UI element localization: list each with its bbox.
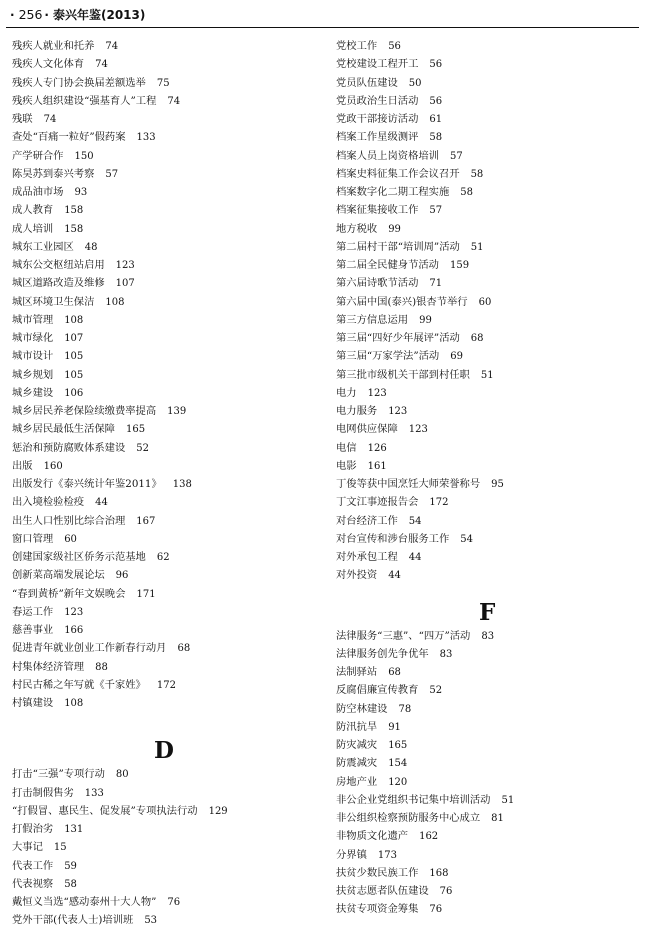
index-entry bbox=[12, 530, 317, 548]
index-term: 党校建设工程开工 bbox=[336, 58, 419, 71]
index-entry bbox=[336, 493, 638, 511]
index-term: 非公企业党组织书记集中培训活动 bbox=[336, 793, 491, 806]
index-term: 城市设计 bbox=[12, 350, 54, 363]
index-entry bbox=[336, 718, 638, 736]
index-entry bbox=[336, 37, 638, 55]
index-term: 出版 bbox=[12, 459, 33, 472]
index-entry bbox=[336, 512, 638, 530]
index-term: 产学研合作 bbox=[12, 149, 64, 162]
index-term: 防汛抗旱 bbox=[336, 720, 378, 733]
index-entry bbox=[12, 74, 317, 92]
index-term: 对外投资 bbox=[336, 569, 378, 582]
page-number: 256 bbox=[18, 7, 43, 22]
header-bullet: · bbox=[10, 8, 15, 22]
index-term: 城东工业园区 bbox=[12, 240, 74, 253]
index-page-number: 15 bbox=[53, 842, 67, 854]
index-term: 残疾人文化体育 bbox=[12, 58, 85, 71]
index-entry bbox=[336, 754, 638, 772]
index-entry bbox=[336, 92, 638, 110]
index-entry bbox=[336, 256, 638, 274]
index-entry bbox=[12, 384, 317, 402]
index-page-number: 139 bbox=[167, 406, 187, 417]
index-page-number: 57 bbox=[449, 150, 463, 162]
index-page-number: 74 bbox=[105, 41, 119, 52]
index-term: 城区道路改造及维修 bbox=[12, 277, 105, 290]
index-entry bbox=[336, 183, 638, 201]
index-term: 档案史料征集工作会议召开 bbox=[336, 167, 460, 180]
index-page-number: 56 bbox=[429, 59, 443, 71]
index-term: 村镇建设 bbox=[12, 697, 54, 709]
index-term: 城乡居民养老保险续缴费率提高 bbox=[12, 405, 157, 417]
index-term: 防灾减灾 bbox=[336, 739, 378, 751]
index-page-number: 48 bbox=[84, 241, 98, 253]
index-page-number: 52 bbox=[429, 685, 443, 697]
index-entry bbox=[336, 548, 638, 566]
index-entry bbox=[336, 74, 638, 92]
index-entry bbox=[12, 201, 317, 219]
index-term: 春运工作 bbox=[12, 605, 54, 618]
index-entry bbox=[12, 311, 317, 329]
index-page-number: 105 bbox=[64, 369, 84, 381]
index-page-number: 68 bbox=[388, 667, 401, 678]
index-entry bbox=[12, 911, 317, 929]
index-term: 促进青年就业创业工作新春行动月 bbox=[12, 642, 167, 655]
book-title: 泰兴年鉴(2013) bbox=[52, 8, 146, 22]
index-page-number: 107 bbox=[115, 278, 135, 290]
index-page-number: 60 bbox=[478, 296, 492, 308]
index-entry bbox=[12, 893, 317, 911]
index-page-number: 57 bbox=[105, 168, 119, 180]
index-term: 对台宣传和涉台服务工作 bbox=[336, 532, 450, 545]
index-entry bbox=[336, 882, 638, 900]
index-entry bbox=[336, 700, 638, 718]
index-page-number: 74 bbox=[95, 59, 108, 71]
index-page-number: 162 bbox=[419, 831, 439, 843]
index-term: 惩治和预防腐败体系建设 bbox=[12, 441, 126, 454]
index-entry bbox=[12, 402, 317, 420]
index-page-number: 60 bbox=[64, 533, 77, 545]
index-entry bbox=[336, 827, 638, 845]
index-page-number: 83 bbox=[439, 648, 453, 660]
index-page-number: 53 bbox=[144, 915, 158, 927]
index-entry bbox=[12, 92, 317, 110]
index-page-number: 80 bbox=[115, 769, 129, 781]
index-page-number: 168 bbox=[429, 867, 449, 879]
index-term: 成人教育 bbox=[12, 204, 54, 217]
index-page-number: 44 bbox=[95, 497, 108, 509]
index-term: 扶贫专项资金筹集 bbox=[336, 903, 419, 916]
index-term: 城市绿化 bbox=[12, 332, 54, 344]
index-entry bbox=[12, 110, 317, 128]
index-page-number: 165 bbox=[125, 424, 146, 436]
index-term: 代表视察 bbox=[12, 877, 54, 890]
index-page-number: 107 bbox=[64, 333, 84, 344]
index-page-number: 74 bbox=[167, 95, 181, 107]
index-term: 房地产业 bbox=[336, 775, 378, 788]
index-term: 电影 bbox=[336, 459, 357, 472]
index-page-number: 93 bbox=[74, 187, 88, 198]
index-term: 残疾人专门协会换届差额选举 bbox=[12, 76, 146, 89]
index-entry bbox=[336, 293, 638, 311]
index-term: 出生人口性别比综合治理 bbox=[12, 514, 126, 527]
section-letter-f: F bbox=[479, 598, 496, 626]
index-term: “春到黄桥”新年文娱晚会 bbox=[12, 587, 126, 600]
index-entry bbox=[336, 384, 638, 402]
index-term: 第三届“万家学法”活动 bbox=[336, 350, 440, 363]
index-column-right bbox=[336, 37, 638, 919]
index-term: 村民古稀之年写就《千家姓》 bbox=[12, 678, 146, 691]
index-page-number: 51 bbox=[470, 241, 484, 253]
index-term: 防震减灾 bbox=[336, 757, 378, 770]
index-term: 代表工作 bbox=[12, 859, 54, 872]
index-entry bbox=[12, 658, 317, 676]
index-page-number: 50 bbox=[408, 77, 422, 89]
index-entry bbox=[12, 875, 317, 893]
index-term: 出版发行《泰兴统计年鉴2011》 bbox=[12, 478, 162, 490]
index-entry bbox=[336, 311, 638, 329]
index-term: 慈善事业 bbox=[12, 624, 54, 636]
index-page-number: 123 bbox=[408, 424, 428, 436]
index-page-number: 123 bbox=[115, 260, 135, 271]
index-term: 第二届村干部“培训周”活动 bbox=[336, 240, 460, 253]
index-page-number: 44 bbox=[408, 552, 422, 563]
index-term: 城乡居民最低生活保障 bbox=[12, 423, 115, 436]
index-page-number: 51 bbox=[501, 794, 515, 806]
index-term: 档案工作星级测评 bbox=[336, 131, 419, 144]
index-entry bbox=[12, 329, 317, 347]
index-page-number: 154 bbox=[388, 758, 408, 770]
index-term: 第六届中国(泰兴)银杏节举行 bbox=[336, 295, 468, 308]
index-page-number: 91 bbox=[388, 721, 401, 733]
index-entry bbox=[12, 457, 317, 475]
index-term: 丁文江事迹报告会 bbox=[336, 496, 419, 509]
index-entry bbox=[336, 420, 638, 438]
index-page-number: 159 bbox=[449, 260, 470, 271]
index-page-number: 75 bbox=[156, 77, 170, 89]
index-entry bbox=[336, 736, 638, 754]
index-page-number: 59 bbox=[64, 860, 77, 872]
index-entry bbox=[336, 566, 638, 584]
index-term: 法律服务“三惠”、“四万”活动 bbox=[336, 629, 471, 642]
index-term: 查处“百痛一粒好”假药案 bbox=[12, 131, 126, 144]
index-page-number: 131 bbox=[64, 824, 84, 835]
index-page-number: 161 bbox=[367, 460, 387, 472]
index-page-number: 58 bbox=[64, 878, 77, 890]
index-entry bbox=[336, 457, 638, 475]
index-page-number: 99 bbox=[388, 223, 401, 235]
index-page-number: 69 bbox=[450, 351, 463, 363]
index-page-number: 108 bbox=[105, 296, 125, 308]
index-entry bbox=[336, 846, 638, 864]
index-page-number: 138 bbox=[172, 479, 192, 490]
index-page-number: 108 bbox=[64, 698, 84, 709]
index-entry bbox=[12, 256, 317, 274]
index-term: 残联 bbox=[12, 113, 33, 125]
index-page-number: 166 bbox=[64, 625, 84, 636]
index-entry bbox=[12, 566, 317, 584]
index-entry bbox=[12, 784, 317, 802]
index-term: 反腐倡廉宣传教育 bbox=[336, 684, 419, 697]
index-entry bbox=[12, 639, 317, 657]
index-page-number: 51 bbox=[480, 369, 494, 381]
index-entry bbox=[12, 475, 317, 493]
index-term: 第三方信息运用 bbox=[336, 313, 409, 326]
index-entry bbox=[336, 329, 638, 347]
index-page-number: 99 bbox=[419, 314, 432, 326]
index-page-number: 56 bbox=[429, 95, 443, 107]
index-entry bbox=[336, 347, 638, 365]
index-page-number: 58 bbox=[460, 187, 473, 198]
index-term: 城乡规划 bbox=[12, 368, 54, 381]
index-entry bbox=[336, 238, 638, 256]
index-page-number: 171 bbox=[136, 588, 156, 600]
index-term: 档案征集接收工作 bbox=[336, 204, 419, 217]
index-term: 对外承包工程 bbox=[336, 551, 398, 563]
index-term: 党校工作 bbox=[336, 40, 378, 52]
index-page-number: 108 bbox=[64, 314, 84, 326]
index-page-number: 126 bbox=[367, 442, 387, 454]
index-entry bbox=[12, 220, 317, 238]
index-entry bbox=[12, 802, 317, 820]
index-term: 成人培训 bbox=[12, 222, 54, 235]
index-term: 党政干部接访活动 bbox=[336, 113, 419, 125]
index-term: 村集体经济管理 bbox=[12, 660, 85, 673]
index-page-number: 172 bbox=[429, 497, 449, 509]
index-page-number: 78 bbox=[398, 703, 412, 715]
index-term: 第二届全民健身节活动 bbox=[336, 259, 439, 271]
index-entry bbox=[336, 128, 638, 146]
index-page-number: 44 bbox=[388, 570, 401, 582]
index-entry bbox=[336, 147, 638, 165]
index-term: 窗口管理 bbox=[12, 532, 54, 545]
index-page-number: 54 bbox=[408, 515, 422, 527]
index-page-number: 133 bbox=[136, 132, 156, 144]
index-entry bbox=[336, 791, 638, 809]
index-page-number: 160 bbox=[43, 460, 63, 472]
index-page-number: 58 bbox=[470, 168, 484, 180]
index-term: 地方税收 bbox=[336, 222, 378, 235]
index-entry bbox=[12, 293, 317, 311]
index-page-number: 56 bbox=[388, 41, 401, 52]
index-page-number: 62 bbox=[156, 552, 170, 563]
index-term: 第六届诗歌节活动 bbox=[336, 277, 419, 290]
index-term: 党员队伍建设 bbox=[336, 76, 398, 89]
index-term: 第三届“四好少年展评”活动 bbox=[336, 332, 460, 344]
index-page-number: 106 bbox=[64, 387, 84, 399]
index-entry bbox=[12, 493, 317, 511]
index-entry bbox=[12, 621, 317, 639]
index-page-number: 76 bbox=[429, 904, 443, 916]
index-entry bbox=[12, 147, 317, 165]
section-letter-d: D bbox=[154, 737, 174, 765]
index-entry bbox=[12, 857, 317, 875]
index-entry bbox=[12, 820, 317, 838]
index-entry bbox=[12, 512, 317, 530]
index-entry bbox=[12, 37, 317, 55]
index-entry bbox=[12, 366, 317, 384]
index-term: 对台经济工作 bbox=[336, 514, 398, 527]
index-entry bbox=[12, 694, 317, 712]
index-term: 残疾人就业和托养 bbox=[12, 40, 95, 52]
index-entry bbox=[336, 627, 638, 645]
index-term: 城市管理 bbox=[12, 313, 54, 326]
header-bullet: · bbox=[44, 8, 49, 22]
index-page-number: 58 bbox=[429, 132, 443, 144]
index-entry bbox=[336, 681, 638, 699]
index-page-number: 83 bbox=[481, 630, 495, 642]
index-entry bbox=[336, 773, 638, 791]
index-term: 城区环境卫生保洁 bbox=[12, 295, 95, 308]
index-term: 扶贫少数民族工作 bbox=[336, 866, 419, 879]
index-page-number: 172 bbox=[156, 679, 176, 691]
index-term: 打假治劣 bbox=[12, 823, 54, 835]
index-entry bbox=[336, 366, 638, 384]
index-term: 打击“三强”专项行动 bbox=[12, 768, 105, 781]
index-entry bbox=[336, 809, 638, 827]
index-entry bbox=[12, 420, 317, 438]
index-term: 城东公交枢纽站启用 bbox=[12, 259, 105, 271]
index-term: 电力服务 bbox=[336, 405, 378, 417]
index-term: 大事记 bbox=[12, 841, 43, 854]
index-page-number: 61 bbox=[429, 114, 443, 125]
index-term: 党员政治生日活动 bbox=[336, 94, 419, 107]
index-entry bbox=[336, 220, 638, 238]
index-page-number: 167 bbox=[136, 515, 156, 527]
index-term: “打假冒、惠民生、促发展”专项执法行动 bbox=[12, 804, 198, 817]
index-entry bbox=[12, 347, 317, 365]
index-page-number: 68 bbox=[177, 643, 191, 655]
index-page-number: 88 bbox=[95, 661, 108, 673]
index-entry bbox=[12, 838, 317, 856]
header-rule bbox=[6, 27, 639, 28]
index-term: 电力 bbox=[336, 386, 357, 399]
index-page-number: 95 bbox=[491, 479, 504, 490]
index-term: 分界镇 bbox=[336, 848, 367, 861]
index-page-number: 120 bbox=[388, 776, 408, 788]
index-entry bbox=[336, 165, 638, 183]
index-entry bbox=[12, 274, 317, 292]
index-term: 出入境检验检疫 bbox=[12, 496, 85, 509]
index-entry bbox=[12, 238, 317, 256]
index-page-number: 71 bbox=[429, 278, 443, 290]
index-page-number: 158 bbox=[64, 223, 84, 235]
index-term: 防空林建设 bbox=[336, 702, 388, 715]
index-entry bbox=[12, 603, 317, 621]
page-header bbox=[8, 5, 638, 25]
index-term: 戴恒义当选“感动泰州十大人物” bbox=[12, 896, 157, 908]
index-page-number: 54 bbox=[460, 533, 473, 545]
index-page-number: 52 bbox=[136, 442, 149, 454]
index-entry bbox=[336, 274, 638, 292]
index-term: 成品油市场 bbox=[12, 186, 64, 198]
index-term: 非公组织检察预防服务中心成立 bbox=[336, 812, 481, 824]
index-term: 打击制假售劣 bbox=[12, 786, 74, 799]
index-entry bbox=[336, 439, 638, 457]
index-entry bbox=[336, 530, 638, 548]
index-term: 丁俊等获中国烹饪大师荣誉称号 bbox=[336, 478, 481, 490]
index-entry bbox=[336, 55, 638, 73]
index-page-number: 133 bbox=[84, 787, 104, 799]
index-term: 电信 bbox=[336, 441, 357, 454]
index-entry bbox=[336, 475, 638, 493]
index-entry bbox=[12, 165, 317, 183]
index-entry bbox=[336, 864, 638, 882]
index-entry bbox=[336, 900, 638, 918]
index-term: 档案人员上岗资格培训 bbox=[336, 149, 439, 162]
index-entry bbox=[12, 183, 317, 201]
index-term: 创新菜高端发展论坛 bbox=[12, 569, 105, 582]
index-entry bbox=[12, 439, 317, 457]
index-page-number: 105 bbox=[64, 351, 84, 363]
index-page-number: 165 bbox=[388, 740, 408, 751]
index-column-left bbox=[12, 37, 317, 930]
index-page-number: 123 bbox=[367, 387, 387, 399]
index-term: 档案数字化二期工程实施 bbox=[336, 186, 450, 198]
index-entry bbox=[336, 663, 638, 681]
index-entry bbox=[12, 128, 317, 146]
index-entry bbox=[12, 585, 317, 603]
index-entry bbox=[336, 402, 638, 420]
index-page-number: 150 bbox=[74, 150, 94, 162]
index-page-number: 123 bbox=[64, 606, 84, 618]
index-page-number: 68 bbox=[470, 333, 484, 344]
index-page-number: 76 bbox=[167, 897, 181, 908]
index-term: 电网供应保障 bbox=[336, 423, 398, 436]
index-entry bbox=[12, 676, 317, 694]
index-entry bbox=[12, 548, 317, 566]
index-page-number: 158 bbox=[64, 205, 84, 217]
index-page-number: 123 bbox=[388, 406, 408, 417]
index-page-number: 57 bbox=[429, 205, 443, 217]
index-entry bbox=[336, 645, 638, 663]
index-entry bbox=[12, 55, 317, 73]
index-page-number: 173 bbox=[377, 849, 397, 861]
index-page-number: 76 bbox=[439, 886, 453, 897]
index-term: 残疾人组织建设“强基育人”工程 bbox=[12, 94, 157, 107]
index-entry bbox=[336, 201, 638, 219]
index-page-number: 96 bbox=[115, 570, 129, 582]
index-term: 非物质文化遗产 bbox=[336, 830, 409, 843]
index-page-number: 129 bbox=[208, 805, 228, 817]
index-term: 陈昊苏到泰兴考察 bbox=[12, 167, 95, 180]
index-term: 第三批市级机关干部到村任职 bbox=[336, 368, 470, 381]
index-term: 创建国家级社区侨务示范基地 bbox=[12, 551, 146, 563]
index-page-number: 74 bbox=[43, 114, 57, 125]
index-term: 城乡建设 bbox=[12, 386, 54, 399]
index-term: 法制驿站 bbox=[336, 666, 378, 678]
index-term: 党外干部(代表人士)培训班 bbox=[12, 914, 134, 927]
index-page-number: 81 bbox=[491, 813, 504, 824]
index-term: 法律服务创先争优年 bbox=[336, 647, 429, 660]
index-entry bbox=[336, 110, 638, 128]
index-term: 扶贫志愿者队伍建设 bbox=[336, 885, 429, 897]
